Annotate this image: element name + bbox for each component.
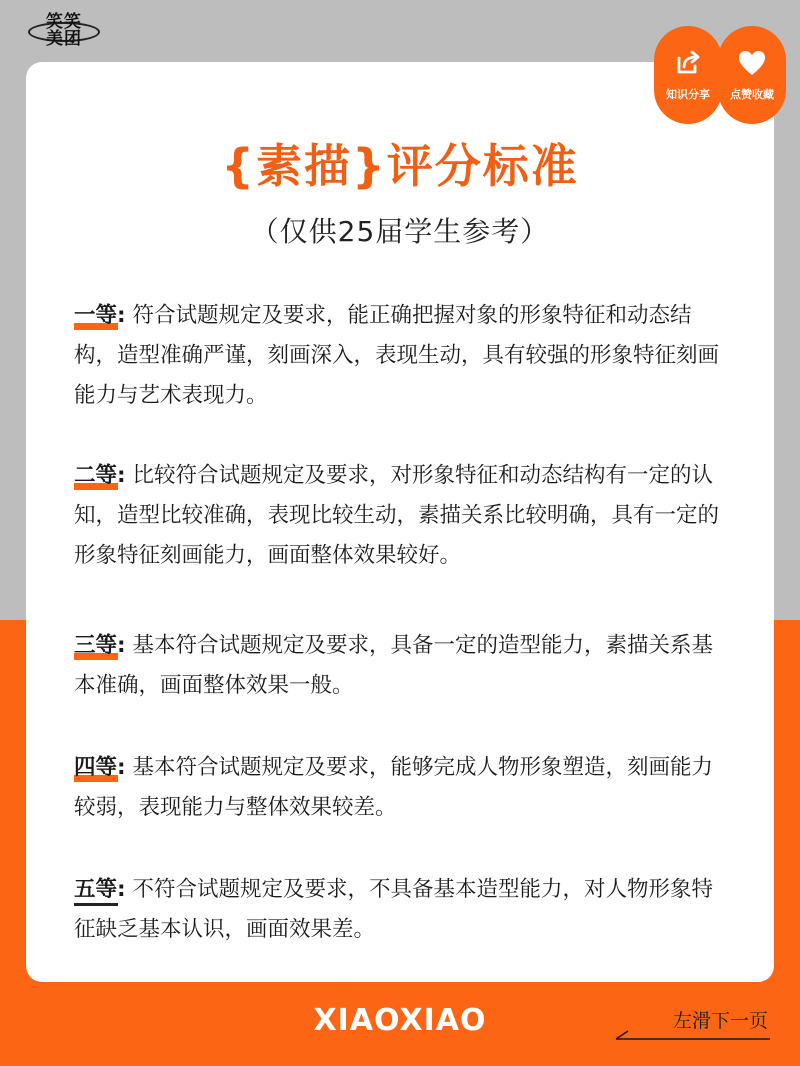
grade-item-4 xyxy=(74,748,734,828)
share-icon xyxy=(673,48,703,78)
share-label: 知识分享 xyxy=(666,88,710,101)
like-collect-label: 点赞收藏 xyxy=(730,88,774,101)
grade-item-3 xyxy=(74,626,734,706)
page-title: {素描}评分标准 xyxy=(221,139,579,193)
grade-tag: 五等: xyxy=(74,870,126,910)
grade-tag: 一等: xyxy=(74,296,126,336)
grade-text: 比较符合试题规定及要求，对形象特征和动态结构有一定的认知，造型比较准确，表现比较生动，素描关系比较明确，具有一定的形象特征刻画能力，画面整体效果较好。 xyxy=(74,463,720,568)
grade-text: 基本符合试题规定及要求，具备一定的造型能力，素描关系基本准确，画面整体效果一般。 xyxy=(74,633,713,698)
brand-logo xyxy=(24,8,104,54)
grade-text: 基本符合试题规定及要求，能够完成人物形象塑造，刻画能力较弱，表现能力与整体效果较差。 xyxy=(74,755,713,820)
swipe-arrow-line xyxy=(614,1030,772,1040)
grade-tag: 三等: xyxy=(74,626,126,666)
grade-tag: 二等: xyxy=(74,456,126,496)
logo-line-1: 笑笑 xyxy=(46,12,82,32)
grade-item-1 xyxy=(74,296,734,416)
logo-line-2: 美团 xyxy=(46,29,82,49)
heart-icon xyxy=(737,48,767,78)
like-collect-button[interactable] xyxy=(718,26,786,124)
page-subtitle: （仅供25届学生参考） xyxy=(250,215,550,248)
grade-item-2 xyxy=(74,456,734,576)
action-buttons xyxy=(658,26,786,124)
grade-text: 符合试题规定及要求，能正确把握对象的形象特征和动态结构，造型准确严谨，刻画深入，表现生动，具有较强的形象特征刻画能力与艺术表现力。 xyxy=(74,303,720,408)
grade-tag: 四等: xyxy=(74,748,126,788)
share-button[interactable] xyxy=(654,26,722,124)
footer-brand: XIAOXIAO xyxy=(313,1003,487,1038)
next-page-hint[interactable]: 左滑下一页 xyxy=(672,1010,768,1032)
grade-item-5 xyxy=(74,870,734,950)
grade-text: 不符合试题规定及要求，不具备基本造型能力，对人物形象特征缺乏基本认识，画面效果差。 xyxy=(74,877,713,942)
